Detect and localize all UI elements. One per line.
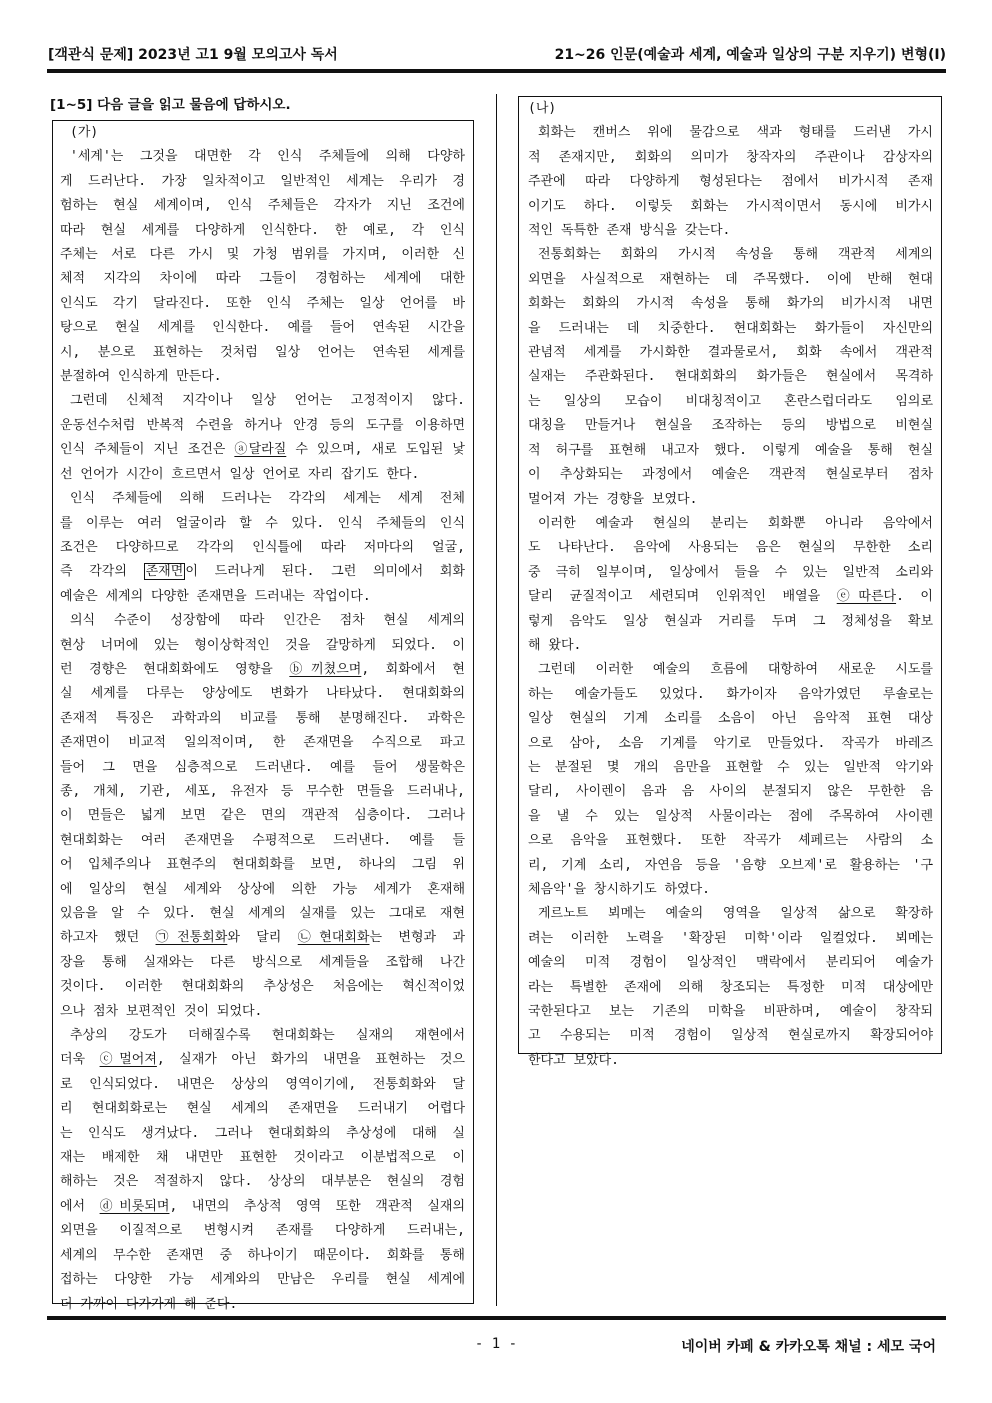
passage-ga-line: 외면을 이질적으로 변형시켜 존재를 다양하게 드러내는, — [60, 1223, 465, 1239]
passage-na-line: 한다고 보았다. — [528, 1052, 620, 1068]
passage-ga-line: 리 현대회화로는 현실 세계의 존재면을 드러내기 어렵다 — [60, 1101, 465, 1117]
passage-ga-line: 즉 각각의 존재면 이 드러나게 된다. 그런 의미에서 회화 — [60, 564, 465, 580]
passage-na-line: 는 일상의 모습이 비대칭적이고 혼란스럽더라도 임의로 — [528, 393, 933, 409]
passage-na-line: 멀어져 가는 경향을 보였다. — [528, 491, 698, 507]
underlined-term: ⓓ비롯되며 — [99, 1198, 170, 1214]
passage-ga-line: 를 이루는 여러 얼굴이라 할 수 있다. 인식 주체들의 인식 — [60, 515, 465, 531]
passage-na-line: 달리 균질적이고 세련되며 인위적인 배열을 ⓔ따른다. 이 — [528, 589, 933, 605]
passage-ga-line: '세계'는 그것을 대면한 각 인식 주체들에 의해 다양하 — [70, 149, 465, 165]
passage-na-line: 전통회화는 회화의 가시적 속성을 통해 객관적 세계의 — [538, 247, 933, 263]
passage-ga-line: 하고자 했던 ㉠전통회화와 달리 ㉡현대회화는 변형과 과 — [60, 930, 466, 946]
passage-na-line: 이기도 하다. 이렇듯 회화는 가시적이면서 동시에 비가시 — [528, 198, 933, 214]
passage-ga-line: 존재면이 비교적 일의적이며, 한 존재면을 수직으로 파고 — [60, 735, 465, 751]
passage-na-line: 적 허구를 표현해 내고자 했다. 이렇게 예술을 통해 현실 — [528, 442, 933, 458]
passage-ga-label: (가) — [70, 125, 99, 140]
passage-na-line: 일상 현실의 기계 소리를 소음이 아닌 음악적 표현 대상 — [528, 711, 933, 727]
passage-na-line: 렇게 음악도 일상 현실과 거리를 두며 그 정체성을 확보 — [528, 613, 933, 629]
passage-ga-line: 분절하여 인식하게 만든다. — [60, 369, 222, 385]
passage-na-line: 예술의 미적 경험이 일상적인 맥락에서 분리되어 예술가 — [528, 955, 933, 971]
passage-ga-line: 존재적 특징은 과학과의 비교를 통해 분명해진다. 과학은 — [60, 710, 465, 726]
passage-na-line: 라는 특별한 존재에 의해 창조되는 특정한 미적 대상에만 — [528, 979, 933, 995]
passage-ga — [52, 120, 474, 1312]
passage-ga-line: 시, 분으로 표현하는 것처럼 일상 언어는 연속된 세계를 — [60, 344, 465, 360]
boxed-term: 존재면 — [145, 564, 184, 580]
passage-ga-line: 으나 점차 보편적인 것이 되었다. — [60, 1003, 263, 1019]
passage-ga-line: 주체는 서로 다른 가시 및 가청 범위를 가지며, 이러한 신 — [60, 247, 465, 263]
passage-ga-line: 그런데 신체적 지각이나 일상 언어는 고정적이지 않다. — [70, 393, 465, 409]
passage-na-line: 을 낼 수 있는 일상적 사물이라는 점에 주목하여 사이렌 — [528, 808, 933, 824]
passage-ga-line: 접하는 다양한 가능 세계와의 만남은 우리를 현실 세계에 — [60, 1272, 465, 1288]
page-number: - 1 - — [474, 1336, 518, 1352]
question-instruction: [1~5] 다음 글을 읽고 물음에 답하시오. — [50, 97, 291, 113]
passage-ga-line: 인식 주체들이 지닌 조건은 ⓐ달라질 수 있으며, 새로 도입된 낯 — [60, 442, 465, 458]
passage-na-line: 이러한 예술과 현실의 분리는 회화뿐 아니라 음악에서 — [538, 515, 933, 531]
footer-rule — [47, 1316, 946, 1320]
passage-na-line: 는 분절된 몇 개의 음만을 표현할 수 있는 일반적 악기와 — [528, 759, 933, 775]
passage-na-line: 중 극히 일부이며, 일상에서 들을 수 있는 일반적 소리와 — [528, 564, 933, 580]
passage-ga-line: 운동선수처럼 반복적 수련을 하거나 안경 등의 도구를 이용하면 — [60, 417, 465, 433]
passage-ga-line: 선 언어가 시간이 흐르면서 일상 언어로 자리 잡기도 한다. — [60, 466, 420, 482]
passage-na-line: 주관에 따라 다양하게 형성된다는 점에서 비가시적 존재 — [528, 174, 933, 190]
passage-ga-line: 따라 현실 세계를 다양하게 인식한다. 한 예로, 각 인식 — [60, 222, 465, 238]
passage-na-line: 게르노트 뵈메는 예술의 영역을 일상적 삶으로 확장하 — [538, 906, 933, 922]
passage-na-line: 고 수용되는 미적 경험이 일상적 현실로까지 확장되어야 — [528, 1028, 933, 1044]
passage-na-line: 실재는 주관화된다. 현대회화의 화가들은 현실에서 목격하 — [528, 369, 933, 385]
passage-na-line: 달리, 사이렌이 음과 음 사이의 분절되지 않은 무한한 음 — [528, 784, 933, 800]
passage-na-line: 으로 음악을 표현했다. 또한 작곡가 셰페르는 사람의 소 — [528, 833, 933, 849]
passage-ga-line: 탕으로 현실 세계를 인식한다. 예를 들어 연속된 시간을 — [60, 320, 465, 336]
passage-ga-line: 있음을 알 수 있다. 현실 세계의 실재를 있는 그대로 재현 — [60, 906, 465, 921]
passage-ga-line: 는 인식도 생겨났다. 그러나 현대회화의 추상성에 대해 실 — [60, 1125, 465, 1141]
passage-ga-line: 것이다. 이러한 현대회화의 추상성은 처음에는 혁신적이었 — [60, 979, 465, 995]
underlined-term: ⓑ끼쳤으며 — [289, 661, 362, 677]
underlined-term: ⓐ달라질 — [234, 442, 287, 458]
footer-channel: 네이버 카페 & 카카오톡 채널 : 세모 국어 — [681, 1339, 936, 1355]
header-exam-title: [객관식 문제] 2023년 고1 9월 모의고사 독서 — [48, 47, 338, 63]
passage-ga-line: 인식 주체들에 의해 드러나는 각각의 세계는 세계 전체 — [70, 491, 465, 507]
passage-na-line: 하는 예술가들도 있었다. 화가이자 음악가였던 루솔로는 — [528, 686, 933, 702]
passage-ga-line: 현대회화는 여러 존재면을 수평적으로 드러낸다. 예를 들 — [60, 832, 465, 848]
underlined-term: ㉡현대회화 — [297, 930, 370, 946]
passage-na-line: 국한된다고 보는 기존의 미학을 비판하며, 예술이 창작되 — [528, 1004, 933, 1020]
underlined-term: ⓒ멀어져 — [99, 1052, 157, 1068]
passage-na-line: 으로 삼아, 소음 기계를 악기로 만들었다. 작곡가 바레즈 — [528, 735, 933, 751]
passage-ga-line: 들어 그 면을 심층적으로 드러낸다. 예를 들어 생물학은 — [60, 759, 465, 775]
passage-ga-line: 추상의 강도가 더해질수록 현대회화는 실재의 재현에서 — [70, 1028, 465, 1044]
page-header — [48, 44, 946, 66]
passage-ga-line: 실 세계를 다루는 양상에도 변화가 나타났다. 현대회화의 — [60, 686, 465, 702]
passage-ga-line: 게 드러난다. 가장 일차적이고 일반적인 세계는 우리가 경 — [60, 173, 465, 189]
passage-ga-line: 로 인식되었다. 내면은 상상의 영역이기에, 전통회화와 달 — [60, 1076, 465, 1092]
passage-na-line: 리, 기계 소리, 자연음 등을 '음향 오브제'로 활용하는 '구 — [528, 857, 933, 873]
passage-ga-line: 재는 배제한 채 내면만 표현한 것이라고 이분법적으로 이 — [60, 1150, 465, 1166]
passage-na-line: 도 나타난다. 음악에 사용되는 음은 현실의 무한한 소리 — [528, 540, 933, 556]
passage-ga-line: 더욱 ⓒ멀어져, 실재가 아닌 화가의 내면을 표현하는 것으 — [60, 1052, 465, 1068]
passage-ga-line: 더 가까이 다가가게 해 준다. — [60, 1296, 238, 1312]
passage-na-line: 체음악'을 창시하기도 하였다. — [528, 882, 711, 897]
passage-na-line: 회화는 캔버스 위에 물감으로 색과 형태를 드러낸 가시 — [538, 125, 933, 141]
header-passage-title: 21~26 인문(예술과 세계, 예술과 일상의 구분 지우기) 변형(I) — [554, 47, 946, 63]
passage-ga-line: 세계의 무수한 존재면 중 하나이기 때문이다. 회화를 통해 — [60, 1247, 465, 1263]
underlined-term: ㉠전통회화 — [155, 930, 228, 946]
passage-na-line: 외면을 사실적으로 재현하는 데 주목했다. 이에 반해 현대 — [528, 271, 933, 287]
passage-na-line: 관념적 세계를 가시화한 결과물로서, 회화 속에서 객관적 — [528, 345, 933, 361]
passage-ga-line: 런 경향은 현대회화에도 영향을 ⓑ끼쳤으며, 회화에서 현 — [60, 661, 465, 677]
passage-na-line: 그런데 이러한 예술의 흐름에 대항하여 새로운 시도를 — [538, 662, 933, 678]
passage-ga-line: 에서 ⓓ비롯되며, 내면의 추상적 영역 또한 객관적 실재의 — [60, 1198, 466, 1214]
passage-na-line: 회화는 회화의 가시적 속성을 통해 화가의 비가시적 내면 — [528, 296, 933, 312]
passage-ga-line: 예술은 세계의 다양한 존재면을 드러내는 작업이다. — [60, 588, 371, 604]
header-rule — [47, 69, 946, 73]
passage-na-line: 해 왔다. — [528, 637, 582, 653]
passage-ga-line: 의식 수준이 성장함에 따라 인간은 점차 현실 세계의 — [70, 613, 465, 629]
passage-ga-line: 체적 지각의 차이에 따라 그들이 경험하는 세계에 대한 — [60, 271, 465, 287]
passage-na-line: 이 추상화되는 과정에서 예술은 객관적 현실로부터 점차 — [528, 467, 933, 483]
passage-ga-line: 조건은 다양하므로 각각의 인식틀에 따라 저마다의 얼굴, — [60, 539, 465, 555]
passage-ga-line: 해하는 것은 적절하지 않다. 상상의 대부분은 현실의 경험 — [60, 1174, 465, 1190]
column-divider — [496, 94, 497, 1306]
passage-na — [518, 96, 942, 1068]
passage-ga-line: 에 일상의 현실 세계와 상상에 의한 가능 세계가 혼재해 — [60, 881, 465, 897]
passage-na-line: 적 존재지만, 회화의 의미가 창작자의 주관이나 감상자의 — [528, 149, 933, 165]
passage-na-line: 을 드러내는 데 치중한다. 현대회화는 화가들이 자신만의 — [528, 320, 933, 336]
passage-ga-line: 이 면들은 넓게 보면 같은 면의 객관적 심층이다. 그러나 — [60, 808, 465, 824]
passage-ga-line: 험하는 현실 세계이며, 인식 주체들은 각자가 지닌 조건에 — [60, 198, 465, 214]
passage-na-line: 려는 이러한 노력을 '확장된 미학'이라 일컬었다. 뵈메는 — [528, 930, 933, 946]
passage-na-label: (나) — [528, 101, 557, 116]
passage-ga-line: 장을 통해 실재와는 다른 방식으로 세계들을 조합해 나간 — [60, 954, 465, 970]
passage-ga-line: 종, 개체, 기관, 세포, 유전자 등 무수한 면들을 드러내나, — [60, 783, 465, 799]
passage-ga-line: 현상 너머에 있는 형이상학적인 것을 갈망하게 되었다. 이 — [60, 637, 465, 653]
passage-ga-line: 인식도 각기 달라진다. 또한 인식 주체는 일상 언어를 바 — [60, 295, 465, 311]
passage-ga-line: 어 입체주의나 표현주의 현대회화를 보면, 하나의 그림 위 — [60, 857, 465, 873]
passage-na-line: 대칭을 만들거나 현실을 조작하는 등의 방법으로 비현실 — [528, 418, 933, 434]
underlined-term: ⓔ따른다 — [836, 589, 897, 605]
passage-na-line: 적인 독특한 존재 방식을 갖는다. — [528, 223, 731, 239]
